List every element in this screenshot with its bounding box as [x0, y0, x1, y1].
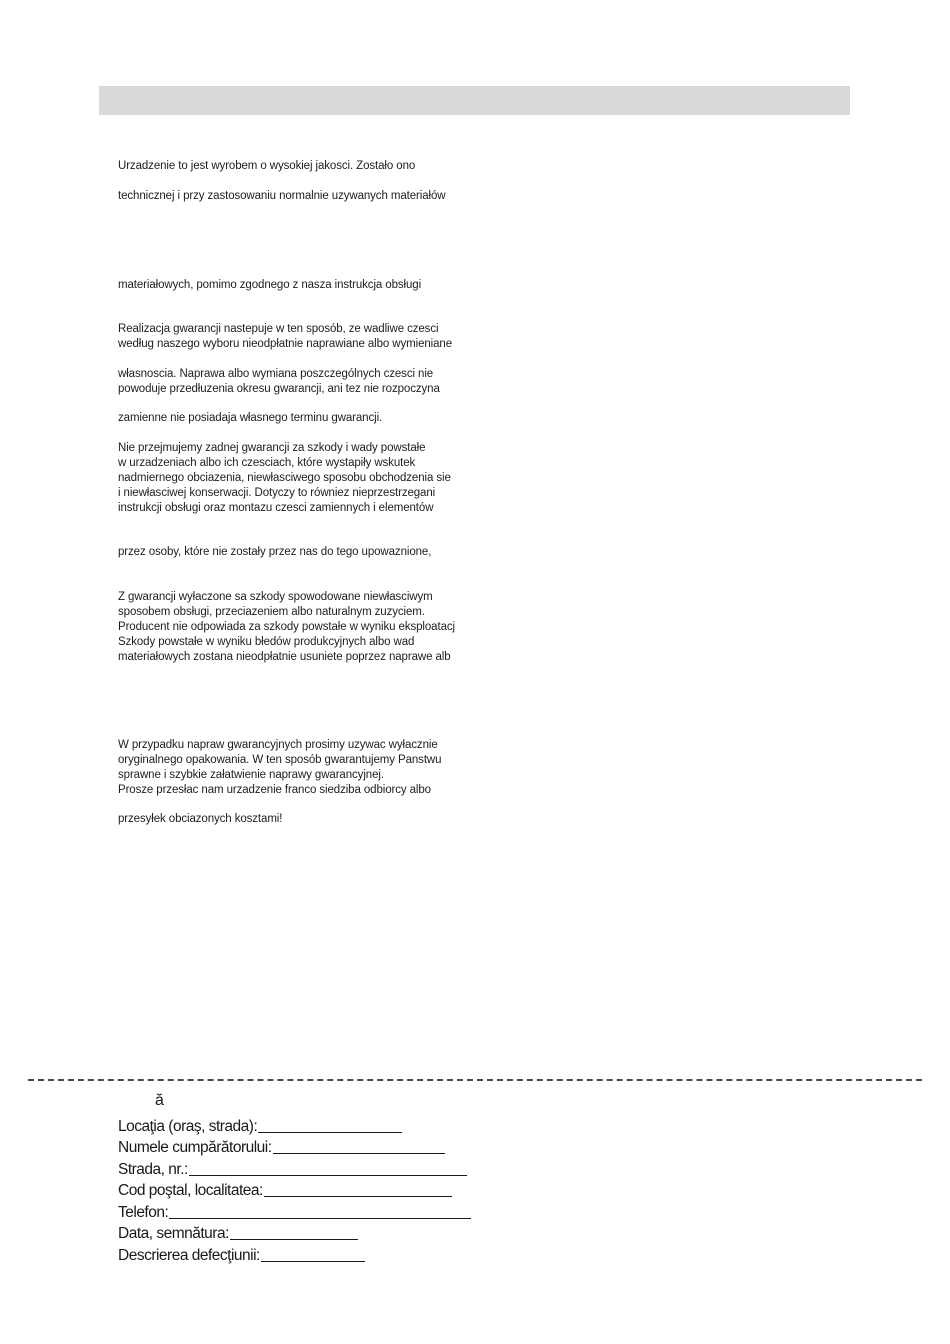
- stray-character: ă: [155, 1092, 164, 1109]
- form-field-label: Telefon:: [118, 1203, 169, 1221]
- form-field-label: Data, semnătura:: [118, 1225, 229, 1242]
- paragraph: Nie przejmujemy zadnej gwarancji za szkody i wady powstałe w urzadzeniach albo ich czesciach, które wystapiły wskutek nadmiernego obciazenia, niewłasciwego sposobu obchodzenia sie i niewłasciwej konserwacji. Dotyczy to równiez nieprzestrzegani instrukcji obsługi oraz montazu czesci zamiennych i elementów: [118, 442, 451, 514]
- header-bar: [99, 86, 850, 115]
- paragraph: materiałowych, pomimo zgodnego z nasza instrukcja obsługi: [118, 279, 422, 291]
- paragraph: Urzadzenie to jest wyrobem o wysokiej jakosci. Zostało ono: [118, 160, 416, 172]
- fill-in-line[interactable]: [264, 1196, 452, 1197]
- form-field-label: Strada, nr.:: [118, 1160, 188, 1178]
- fill-in-line[interactable]: [258, 1132, 402, 1133]
- paragraph: własnoscia. Naprawa albo wymiana poszczególnych czesci nie powoduje przedłuzenia okresu gwarancji, ani tez nie rozpoczyna: [118, 368, 440, 395]
- form-field-postal-code[interactable]: [118, 1179, 471, 1201]
- fill-in-line[interactable]: [169, 1218, 471, 1219]
- paragraph: przesyłek obciazonych kosztami!: [118, 813, 283, 825]
- form-field-location[interactable]: [118, 1114, 471, 1136]
- paragraph: Realizacja gwarancji nastepuje w ten sposób, ze wadliwe czesci według naszego wyboru nieodpłatnie naprawiane albo wymieniane: [118, 323, 453, 350]
- paragraph: zamienne nie posiadaja własnego terminu gwarancji.: [118, 412, 383, 424]
- form-field-street[interactable]: [118, 1157, 471, 1179]
- form-field-phone[interactable]: [118, 1200, 471, 1222]
- fill-in-line[interactable]: [261, 1261, 365, 1262]
- form-field-label: Locaţia (oraş, strada):: [118, 1117, 258, 1135]
- paragraph: Z gwarancji wyłaczone sa szkody spowodowane niewłasciwym sposobem obsługi, przeciazeniem albo naturalnym zuzyciem. Producent nie odpowiada za szkody powstałe w wyniku eksploatacj Szkody powstałe w wyniku błedów produkcyjnych albo wad materiałowych zostana nieodpłatnie usuniete poprzez naprawe alb: [118, 591, 455, 663]
- warranty-form: [118, 1114, 471, 1265]
- form-field-label: Numele cumpărătorului:: [118, 1139, 272, 1156]
- fill-in-line[interactable]: [189, 1175, 467, 1176]
- cut-line-divider: [28, 1079, 922, 1081]
- fill-in-line[interactable]: [230, 1239, 358, 1240]
- paragraph: przez osoby, które nie zostały przez nas do tego upowaznione,: [118, 546, 432, 558]
- form-field-date-signature[interactable]: [118, 1222, 471, 1244]
- form-field-label: Descrierea defecţiunii:: [118, 1246, 260, 1264]
- form-field-defect-description[interactable]: [118, 1243, 471, 1265]
- form-field-buyer-name[interactable]: [118, 1136, 471, 1158]
- fill-in-line[interactable]: [273, 1153, 445, 1154]
- paragraph: technicznej i przy zastosowaniu normalnie uzywanych materiałów: [118, 190, 446, 202]
- form-field-label: Cod poştal, localitatea:: [118, 1182, 263, 1199]
- paragraph: W przypadku napraw gwarancyjnych prosimy uzywac wyłacznie oryginalnego opakowania. W ten sposób gwarantujemy Panstwu sprawne i szybkie załatwienie naprawy gwarancyjnej. Prosze przesłac nam urzadzenie franco siedziba odbiorcy albo: [118, 739, 442, 796]
